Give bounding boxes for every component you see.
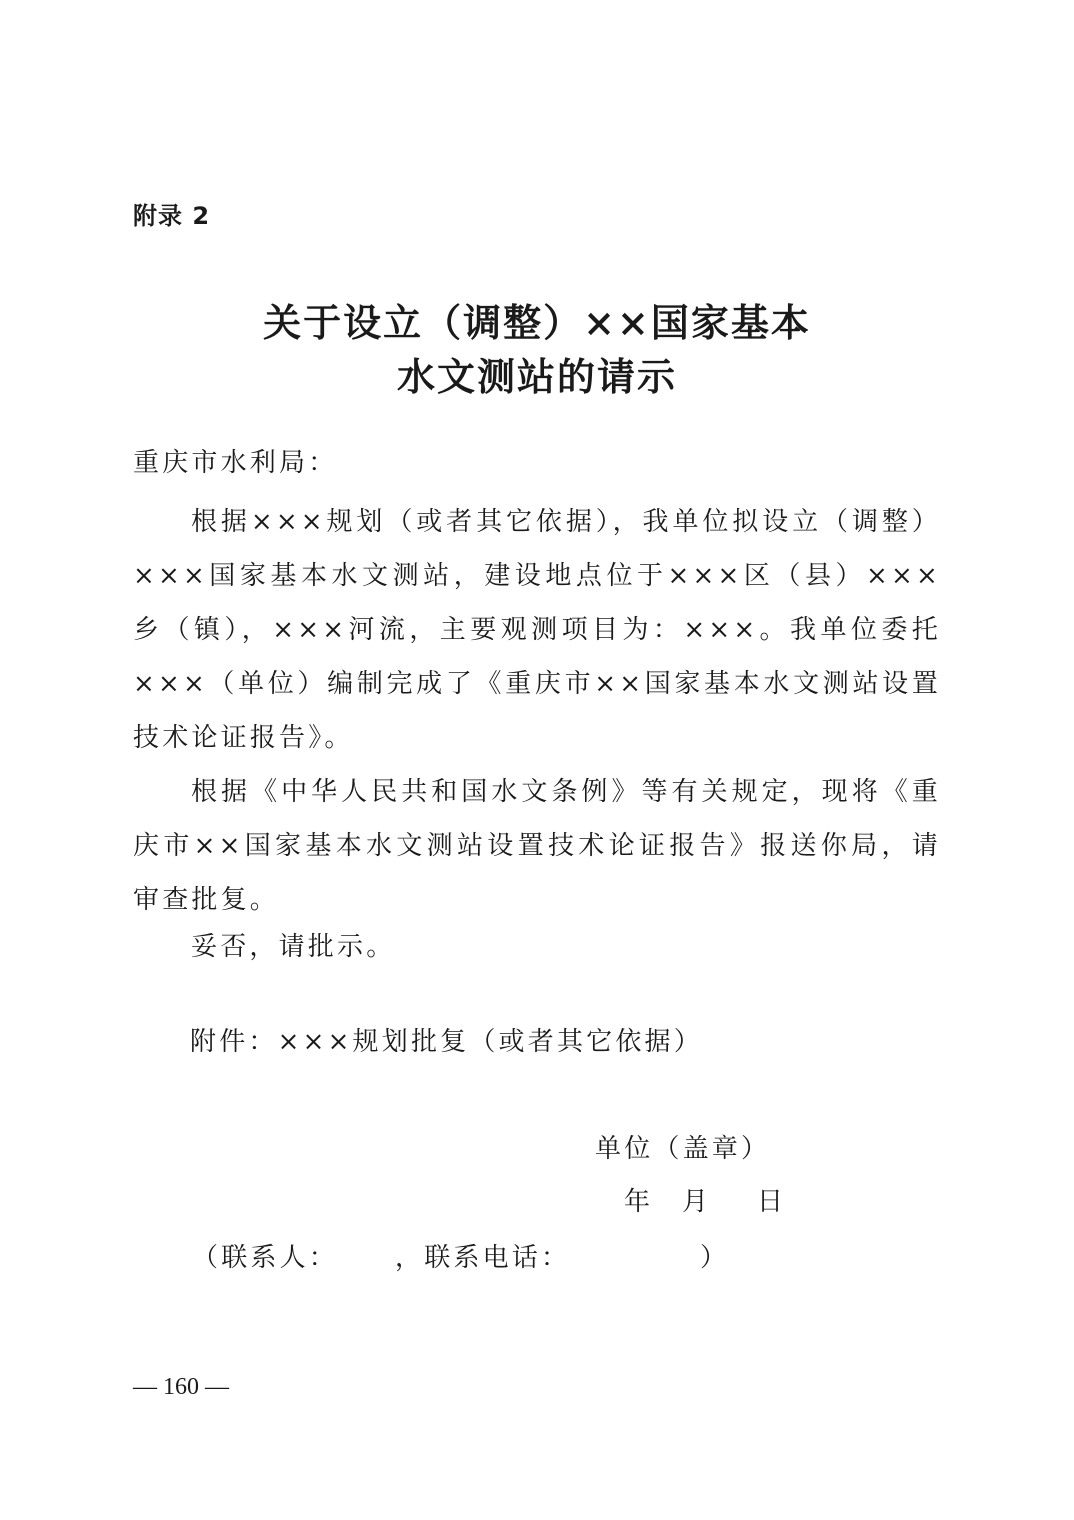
page-number: — 160 —: [133, 1374, 229, 1400]
body-paragraph-3: [133, 920, 941, 974]
paragraph-3-text: 妥否，请批示。: [191, 932, 396, 962]
document-title-line-1: 关于设立（调整）××国家基本: [263, 300, 811, 345]
body-paragraph-1: [133, 495, 941, 765]
contact-person-label: （联系人：: [192, 1243, 339, 1273]
date-year-label: 年: [624, 1187, 651, 1217]
date-day-label: 日: [757, 1187, 784, 1217]
date-month-label: 月: [682, 1187, 709, 1217]
contact-phone-label: ，联系电话：: [395, 1243, 571, 1273]
paragraph-2-text: 根据《中华人民共和国水文条例》等有关规定，现将《重庆市××国家基本水文测站设置技术论证报告》报送你局，请审查批复。: [133, 777, 941, 915]
contact-close-paren: ）: [700, 1243, 730, 1273]
salutation: 重庆市水利局：: [133, 448, 338, 478]
attachment-note: 附件：×××规划批复（或者其它依据）: [190, 1027, 703, 1057]
paragraph-1-text: 根据×××规划（或者其它依据），我单位拟设立（调整）×××国家基本水文测站，建设地点位于×××区（县）×××乡（镇），×××河流，主要观测项目为：×××。我单位委托×××（单位）编制完成了《重庆市××国家基本水文测站设置技术论证报告》。: [133, 507, 941, 753]
appendix-label: 附录 2: [133, 202, 211, 230]
document-title-line-2: 水文测站的请示: [396, 354, 677, 399]
body-paragraph-2: [133, 765, 941, 927]
unit-seal-label: 单位（盖章）: [595, 1134, 771, 1164]
